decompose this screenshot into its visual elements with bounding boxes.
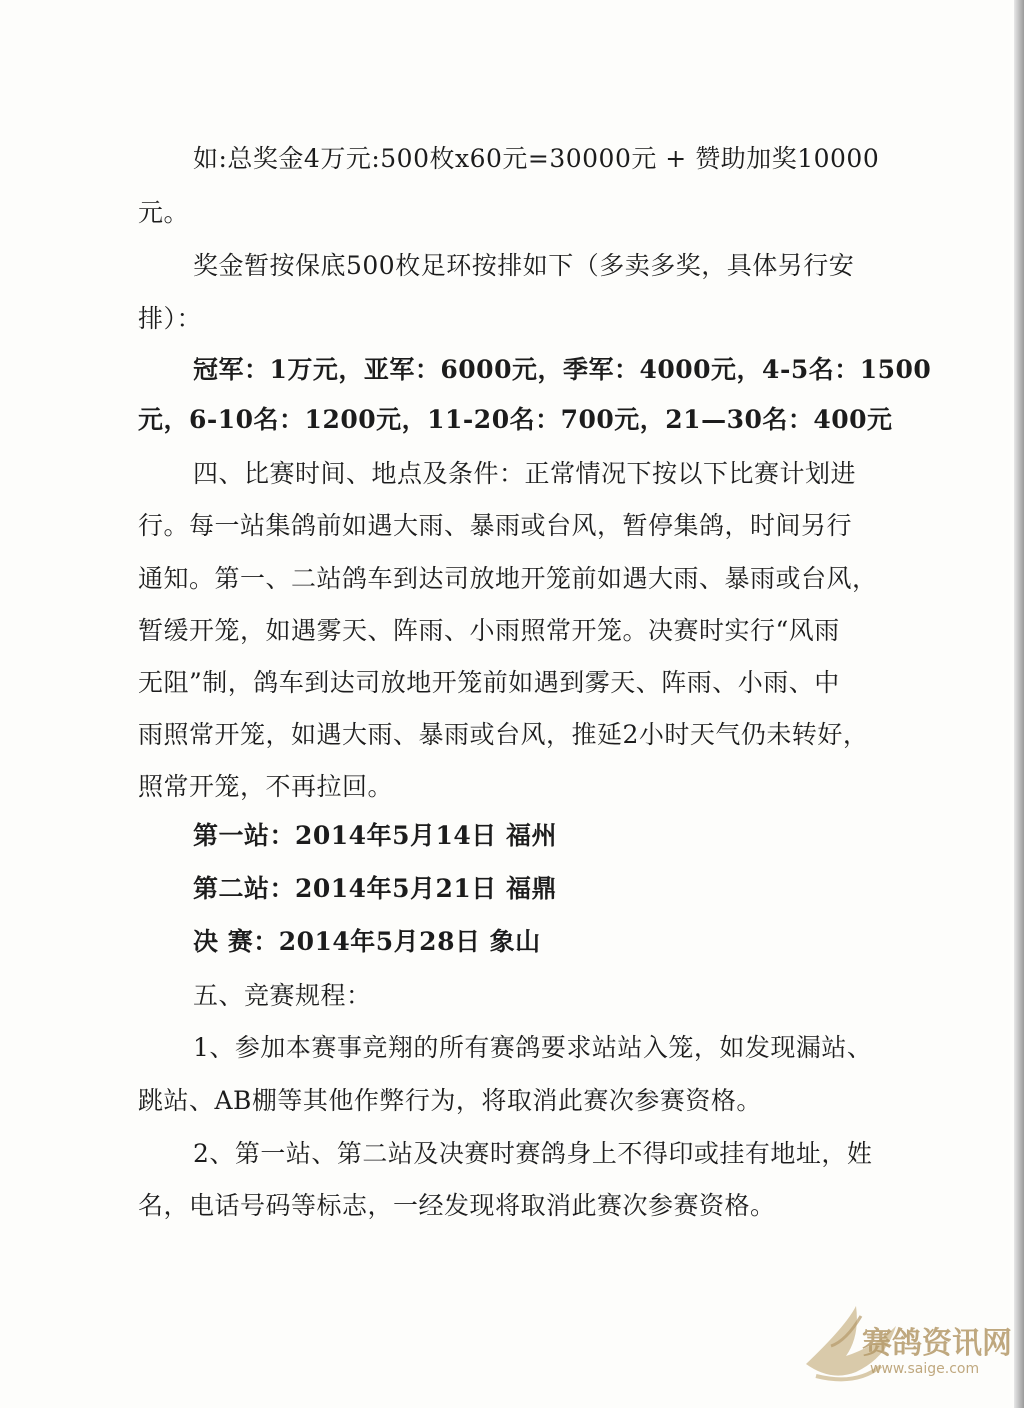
- text-line: 照常开笼，不再拉回。: [138, 772, 394, 801]
- text-line: 无阻”制，鸽车到达司放地开笼前如遇到雾天、阵雨、小雨、中: [138, 668, 840, 697]
- text-line: 行。每一站集鸽前如遇大雨、暴雨或台风，暂停集鸽，时间另行: [138, 511, 853, 540]
- text-line: 暂缓开笼，如遇雾天、阵雨、小雨照常开笼。决赛时实行“风雨: [138, 616, 840, 645]
- section-heading: 五、竞赛规程：: [193, 981, 372, 1010]
- prize-line: 元，6-10名：1200元，11-20名：700元，21—30名：400元: [138, 405, 893, 434]
- text-line: 元。: [138, 198, 190, 227]
- text-line: 2、第一站、第二站及决赛时赛鸽身上不得印或挂有地址，姓: [193, 1139, 873, 1168]
- text-line: 四、比赛时间、地点及条件：正常情况下按以下比赛计划进: [193, 459, 857, 488]
- text-line: 1、参加本赛事竞翔的所有赛鸽要求站站入笼，如发现漏站、: [193, 1033, 873, 1062]
- text-line: 雨照常开笼，如遇大雨、暴雨或台风，推延2小时天气仍未转好，: [138, 720, 869, 749]
- schedule-line: 第一站：2014年5月14日 福州: [193, 821, 557, 850]
- scan-edge: [1014, 0, 1024, 1408]
- watermark-url: www.saige.com: [870, 1361, 980, 1377]
- schedule-line: 第二站：2014年5月21日 福鼎: [193, 874, 557, 903]
- text-line: 通知。第一、二站鸽车到达司放地开笼前如遇大雨、暴雨或台风，: [138, 564, 878, 593]
- text-line: 奖金暂按保底500枚足环按排如下（多卖多奖，具体另行安: [193, 251, 855, 280]
- watermark-name: 赛鸽资讯网: [862, 1326, 1012, 1361]
- text-line: 如:总奖金4万元:500枚x60元=30000元 + 赞助加奖10000: [193, 144, 880, 173]
- text-line: 跳站、AB棚等其他作弊行为，将取消此赛次参赛资格。: [138, 1086, 762, 1115]
- schedule-line: 决 赛：2014年5月28日 象山: [193, 927, 541, 956]
- text-line: 名，电话号码等标志，一经发现将取消此赛次参赛资格。: [138, 1191, 776, 1220]
- prize-line: 冠军：1万元，亚军：6000元，季军：4000元，4-5名：1500: [193, 355, 932, 384]
- text-line: 排）：: [138, 304, 203, 333]
